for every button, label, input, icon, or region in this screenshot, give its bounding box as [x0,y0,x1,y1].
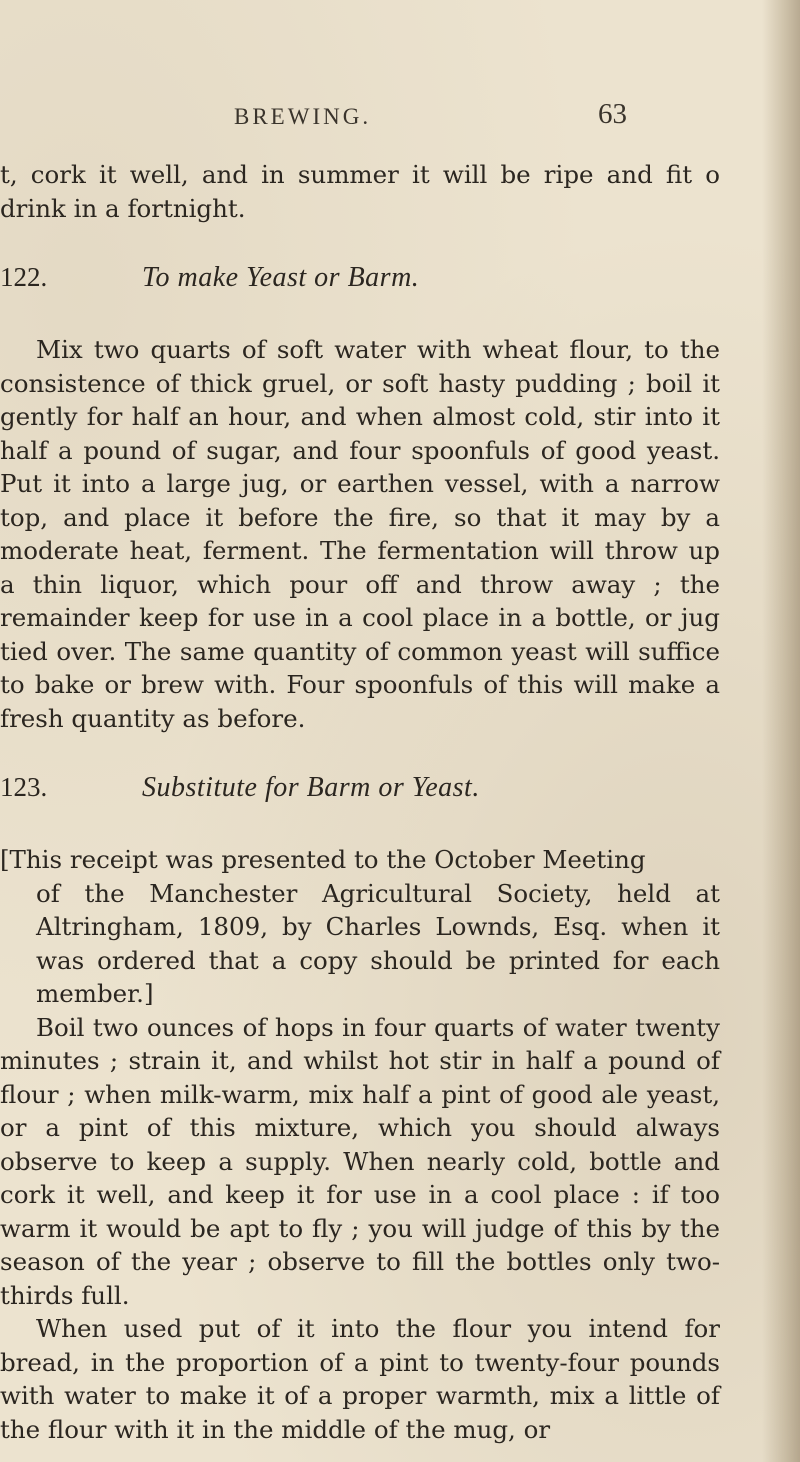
section-title: Substitute for Barm or Yeast. [142,772,480,803]
bracketed-note: of the Manchester Agricultural Society, held at Altringham, 1809, by Charles Lownds, Esq. when it was ordered that a copy should be printed for each member.] [36,878,720,1008]
recipe-paragraph: When used put of it into the flour you intend for bread, in the proportion of a pint to twenty-four pounds with water to make it of a proper warmth, mix a little of the flour with it in the middle of the mug, or [0,1314,720,1444]
page-number: 63 [598,98,627,130]
page-header [0,98,700,140]
section-heading-122 [0,261,720,301]
bracketed-note-first-line: [This receipt was presented to the October Meeting [0,845,646,874]
recipe-paragraph: Boil two ounces of hops in four quarts of water twenty minutes ; strain it, and whilst hot stir in half a pound of flour ; when milk-warm, mix half a pint of good ale yeast, or a pint of this mixture, which you should always observe to keep a supply. When nearly cold, bottle and cork it well, and keep it for use in a cool place : if too warm it would be apt to fly ; you will judge of this by the season of the year ; observe to fill the bottles only two-thirds full. [0,1012,720,1310]
section-heading-123 [0,771,720,811]
continued-paragraph: t, cork it well, and in summer it will be ripe and fit o drink in a fortnight. [0,160,720,223]
section-number: 122. [0,262,48,292]
running-head: BREWING. [234,104,372,129]
recipe-paragraph: Mix two quarts of soft water with wheat flour, to the consistence of thick gruel, or soft hasty pudding ; boil it gently for half an hour, and when almost cold, stir into it half a pound of sugar, and four spoonfuls of good yeast. Put it into a large jug, or earthen vessel, with a narrow top, and place it before the fire, so that it may by a moderate heat, ferment. The fermentation will throw up a thin liquor, which pour off and throw away ; the remainder keep for use in a cool place in a bottle, or jug tied over. The same quantity of common yeast will suffice to bake or brew with. Four spoonfuls of this will make a fresh quantity as before. [0,335,720,733]
body-text [0,158,720,1446]
section-title: To make Yeast or Barm. [142,262,420,293]
section-number: 123. [0,772,48,802]
section-spacer [0,735,720,771]
page-gutter-shadow [762,0,800,1462]
